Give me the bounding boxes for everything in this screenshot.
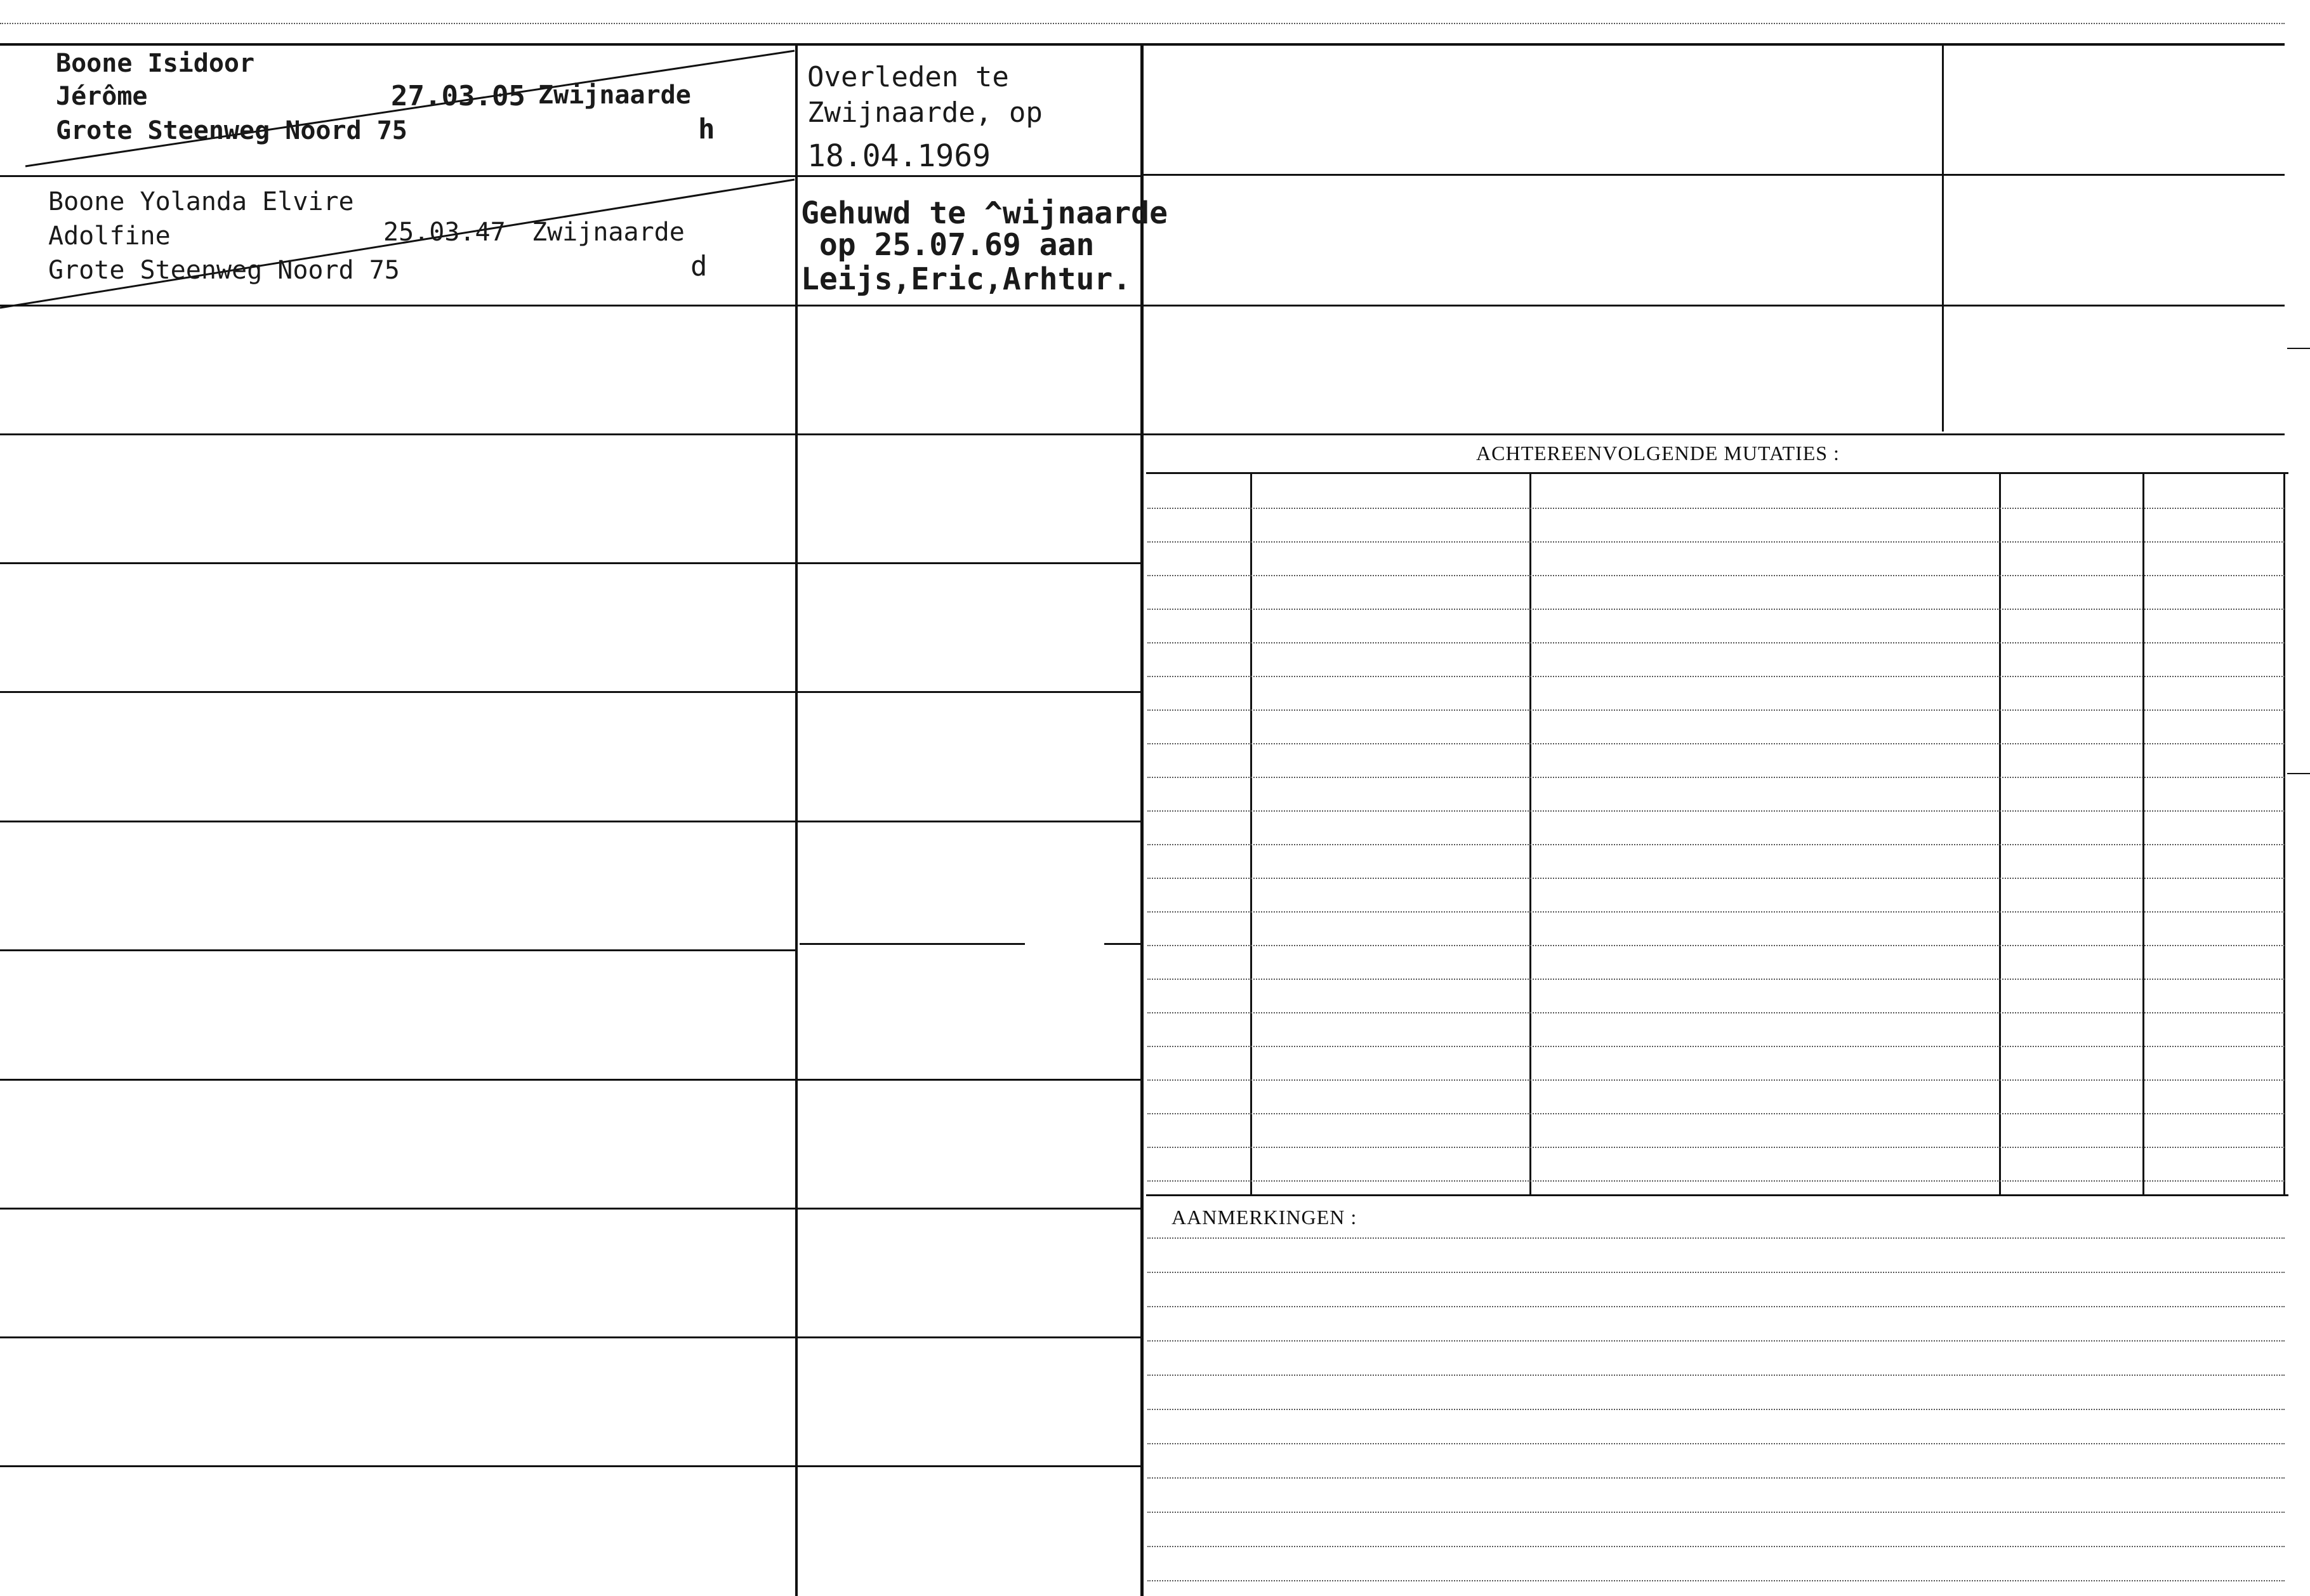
edge-mark — [2287, 773, 2310, 774]
remarks-dotted-row — [1147, 1443, 2285, 1444]
remarks-dotted-row — [1147, 1546, 2285, 1547]
row-line — [800, 943, 1025, 945]
mutations-dotted-row — [1147, 642, 2285, 643]
row-line — [0, 821, 1142, 822]
row-line — [0, 1208, 1142, 1210]
mutations-dotted-row — [1147, 743, 2285, 744]
entry-2-remark-line2: op 25.07.69 aan — [801, 227, 1095, 263]
entry-1-birth-place: Zwijnaarde — [538, 81, 691, 110]
row-line — [0, 562, 1142, 564]
remarks-header: AANMERKINGEN : — [1172, 1206, 1357, 1229]
remarks-dotted-row — [1147, 1272, 2285, 1273]
mutations-dotted-row — [1147, 1147, 2285, 1148]
mutations-dotted-row — [1147, 979, 2285, 980]
entry-2-name-line2: Adolfine — [48, 221, 171, 251]
mutations-top-line — [1142, 433, 2285, 435]
entry-1-sex: h — [698, 113, 715, 145]
entry-2-name-line1: Boone Yolanda Elvire — [48, 187, 354, 216]
row-line — [0, 1465, 1142, 1467]
mutations-col-line — [1999, 473, 2001, 1194]
mutations-col-line — [2142, 473, 2144, 1194]
row-line — [0, 691, 1142, 693]
mutations-header: ACHTEREENVOLGENDE MUTATIES : — [1476, 442, 1840, 465]
remarks-dotted-row — [1147, 1375, 2285, 1376]
remarks-dotted-row — [1147, 1477, 2285, 1479]
mutations-col-line — [2283, 473, 2285, 1194]
mutations-dotted-row — [1147, 1113, 2285, 1114]
mutations-col-line — [1250, 473, 1252, 1194]
right-row-line — [1142, 174, 2285, 176]
right-row-line — [1142, 305, 2285, 307]
remarks-dotted-row — [1147, 1512, 2285, 1513]
remarks-dotted-row — [1147, 1340, 2285, 1342]
mutations-dotted-row — [1147, 1079, 2285, 1081]
mutations-dotted-row — [1147, 709, 2285, 711]
mutations-dotted-row — [1147, 1012, 2285, 1013]
row-line — [0, 433, 1142, 435]
mutations-dotted-row — [1147, 1180, 2285, 1182]
mutations-dotted-row — [1147, 878, 2285, 879]
column-divider-3 — [1942, 44, 1944, 432]
entry-2-remark-line1: Gehuwd te ^wijnaarde — [801, 195, 1168, 231]
entry-2-sex: d — [690, 250, 708, 282]
remarks-dotted-row — [1147, 1580, 2285, 1581]
remarks-dotted-row — [1147, 1306, 2285, 1307]
row-line — [0, 1336, 1142, 1338]
entry-1-name-line2: Jérôme — [56, 82, 148, 111]
mutations-dotted-row — [1147, 777, 2285, 778]
mutations-table-top — [1146, 472, 2288, 474]
remarks-dotted-row — [1147, 1237, 2285, 1239]
mutations-dotted-row — [1147, 575, 2285, 576]
mutations-dotted-row — [1147, 911, 2285, 913]
mutations-dotted-row — [1147, 609, 2285, 610]
entry-2-remark-line3: Leijs,Eric,Arhtur. — [801, 261, 1132, 297]
edge-mark — [2287, 348, 2310, 349]
entry-1-address: Grote Steenweg Noord 75 — [56, 116, 407, 145]
row-line — [0, 949, 795, 951]
mutations-table-bottom — [1146, 1194, 2288, 1196]
entry-1-name-line1: Boone Isidoor — [56, 49, 255, 78]
entry-2-address: Grote Steenweg Noord 75 — [48, 256, 400, 285]
entry-1-birth-date: 27.03.05 — [391, 80, 525, 112]
mutations-col-line — [1529, 473, 1531, 1194]
entry-2-birth-date: 25.03.47 — [383, 218, 506, 247]
entry-1-remark-line2: Zwijnaarde, op — [807, 96, 1043, 129]
mutations-dotted-row — [1147, 945, 2285, 946]
row-line — [0, 1079, 1142, 1081]
mutations-dotted-row — [1147, 541, 2285, 543]
entry-1-remark-line3: 18.04.1969 — [807, 138, 991, 174]
remarks-dotted-row — [1147, 1409, 2285, 1410]
mutations-dotted-row — [1147, 508, 2285, 509]
mutations-dotted-row — [1147, 844, 2285, 845]
entry-1-remark-line1: Overleden te — [807, 61, 1009, 93]
row-line — [1104, 943, 1142, 945]
mutations-dotted-row — [1147, 1046, 2285, 1047]
mutations-dotted-row — [1147, 676, 2285, 677]
mutations-dotted-row — [1147, 810, 2285, 812]
entry-2-birth-place: Zwijnaarde — [532, 218, 685, 247]
